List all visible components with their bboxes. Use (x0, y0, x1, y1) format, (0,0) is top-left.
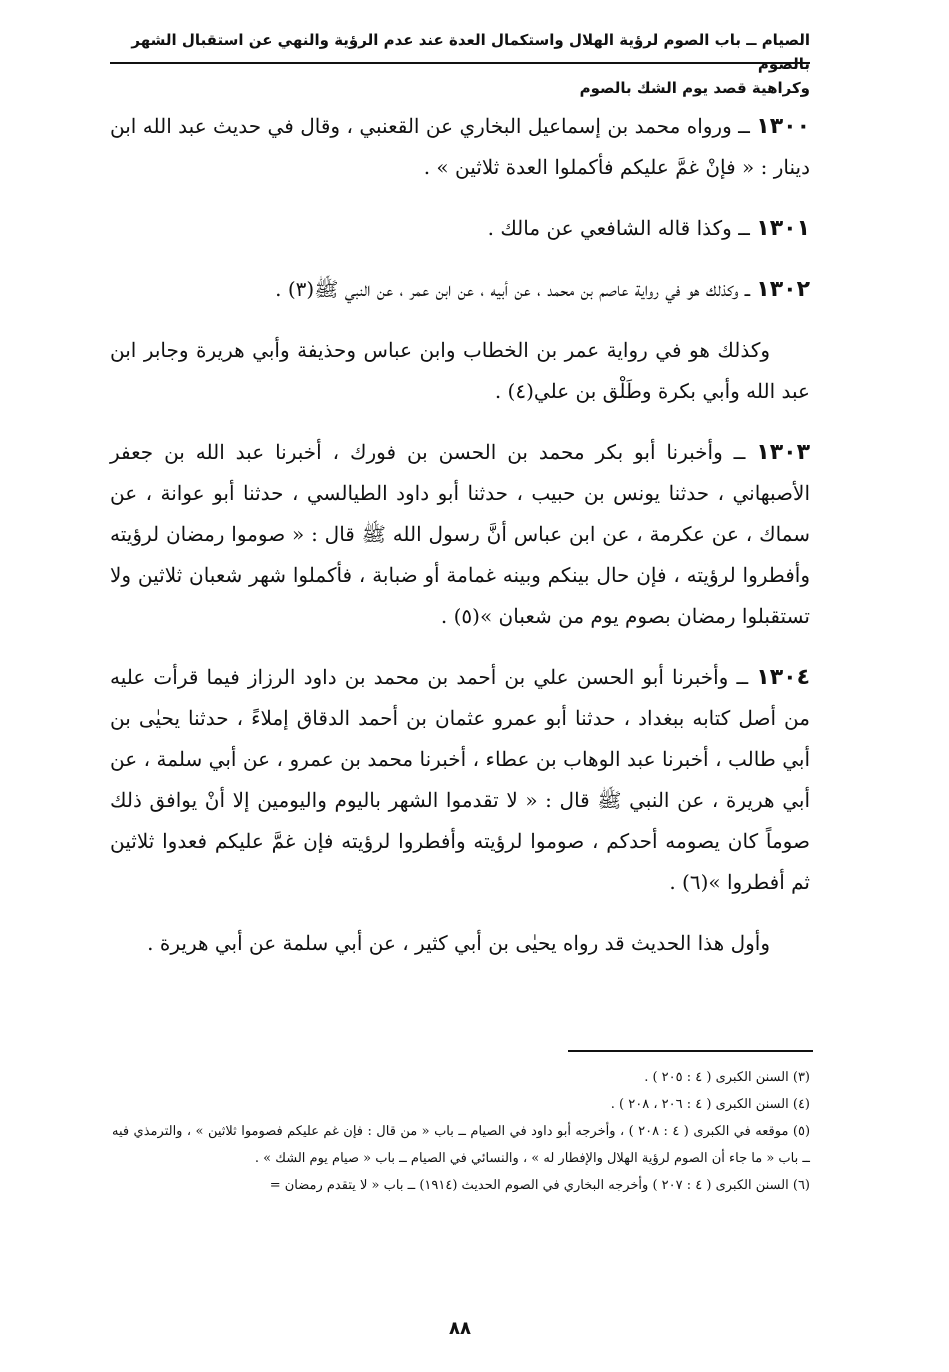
hadith-1303 (110, 432, 810, 637)
hadith-1300 (110, 106, 810, 188)
footnote-4: (٤) السنن الكبرى ( ٤ : ٢٠٦ ، ٢٠٨ ) . (610, 1097, 810, 1112)
hadith-number: ١٣٠٤ (756, 665, 811, 690)
header-line-2: وكراهية قصد يوم الشك بالصوم (579, 79, 810, 97)
hadith-text: وأخبرنا أبو بكر محمد بن الحسن بن فورك ، أخبرنا عبد الله بن جعفر الأصبهاني ، حدثنا يونس بن حبيب ، حدثنا أبو داود الطيالسي ، حدثنا أبو عوانة ، عن سماك ، عن عكرمة ، عن ابن عباس أنَّ رسول الله ﷺ قال : « صوموا رمضان لرؤيته وأفطروا لرؤيته ، فإن حال بينكم وبينه غمامة أو ضبابة ، فأكملوا شهر شعبان ثلاثين ولا تستقبلوا رمضان بصوم يوم من شعبان »(٥) . (110, 440, 810, 628)
hadith-text: وكذا قاله الشافعي عن مالك . (487, 216, 732, 240)
footnote-5: (٥) موقعه في الكبرى ( ٤ : ٢٠٨ ) ، وأخرجه أبو داود في الصيام ــ باب « من قال : فإن غم عليكم فصوموا ثلاثين » ، والترمذي فيه ــ باب « ما جاء أن الصوم لرؤية الهلال والإفطار له » ، والنسائي في الصيام ــ باب « صيام يوم الشك » . (112, 1124, 811, 1166)
hadith-text: ورواه محمد بن إسماعيل البخاري عن القعنبي ، وقال في حديث عبد الله ابن دينار : « فإنْ غمَّ عليكم فأكملوا العدة ثلاثين » . (110, 114, 810, 179)
hadith-text: وأخبرنا أبو الحسن علي بن أحمد بن محمد بن داود الرزاز فيما قرأت عليه من أصل كتابه ببغداد ، حدثنا أبو عمرو عثمان بن أحمد الدقاق إملاءً ، حدثنا يحيٰى بن أبي طالب ، أخبرنا عبد الوهاب بن عطاء ، أخبرنا محمد بن عمرو ، عن أبي سلمة ، عن أبي هريرة ، عن النبي ﷺ قال : « لا تقدموا الشهر باليوم واليومين إلا أنْ يوافق ذلك صوماً كان يصومه أحدكم ، صوموا لرؤيته وأفطروا لرؤيته فإن غمَّ عليكم فعدوا ثلاثين ثم أفطروا »(٦) . (110, 665, 810, 894)
hadith-1304 (110, 657, 810, 903)
commentary-paragraph (110, 923, 810, 964)
hadith-separator: ــ (731, 114, 757, 138)
hadith-separator: ــ (731, 216, 757, 240)
hadith-1302 (110, 269, 810, 310)
hadith-1301 (110, 208, 810, 249)
footnotes (112, 1064, 810, 1199)
header-divider (110, 62, 810, 64)
footnote-3: (٣) السنن الكبرى ( ٤ : ٢٠٥ ) . (644, 1070, 810, 1085)
header-line-1: الصيام ــ باب الصوم لرؤية الهلال واستكمال العدة عند عدم الرؤية والنهي عن استقبال الشهر بالصوم (131, 31, 810, 73)
hadith-separator: ــ (722, 440, 757, 464)
hadith-number: ١٣٠٠ (756, 114, 811, 139)
footnote-6: (٦) السنن الكبرى ( ٤ : ٢٠٧ ) وأخرجه البخاري في الصوم الحديث (١٩١٤) ــ باب « لا يتقدم رمضان = (269, 1178, 810, 1193)
hadith-separator: ــ (728, 665, 757, 689)
hadith-separator: ــ (738, 277, 757, 301)
hadith-text: وكذلك هو في رواية عاصم بن محمد ، عن أبيه ، عن ابن عمر ، عن النبي ﷺ(٣) . (275, 277, 739, 301)
page-number: ٨٨ (449, 1318, 471, 1339)
hadith-number: ١٣٠١ (756, 216, 810, 241)
running-header (110, 28, 810, 100)
paragraph-text: وأول هذا الحديث قد رواه يحيٰى بن أبي كثير ، عن أبي سلمة عن أبي هريرة . (147, 931, 770, 955)
main-text (110, 106, 810, 984)
hadith-number: ١٣٠٣ (756, 440, 810, 465)
commentary-paragraph (110, 330, 810, 412)
hadith-number: ١٣٠٢ (756, 277, 810, 302)
paragraph-text: وكذلك هو في رواية عمر بن الخطاب وابن عباس وحذيفة وأبي هريرة وجابر ابن عبد الله وأبي بكرة وطَلْق بن علي(٤) . (110, 338, 810, 403)
footnote-divider (568, 1050, 813, 1052)
